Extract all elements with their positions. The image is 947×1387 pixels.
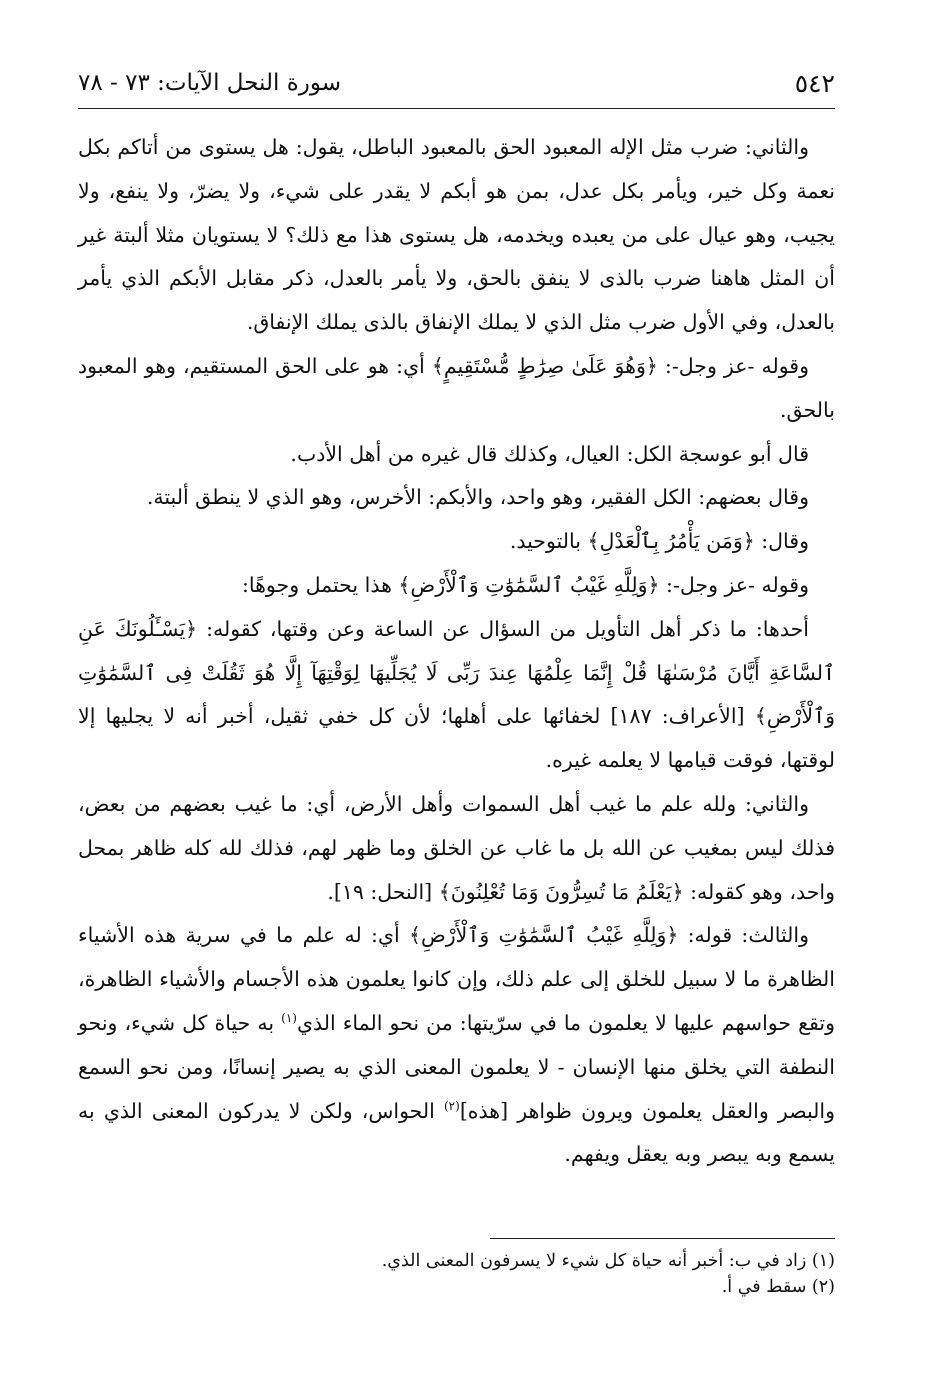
paragraph-3: قال أبو عوسجة الكل: العيال، وكذلك قال غيره من أهل الأدب.: [290, 441, 809, 466]
footnote-1: (١) زاد في ب: أخبر أنه حياة كل شيء لا يسرفون المعنى الذي.: [381, 1251, 835, 1271]
paragraph-9-part-1: والثالث: قوله: ﴿وَلِلَّهِ غَيْبُ ٱلسَّمَٰوَٰتِ وَٱلْأَرْضِ﴾ أي: له علم ما في سرية هذه الأشياء الظاهرة ما لا سبيل للخلق إلى علم ذلك، وإن كانوا يعلمون هذه الأجسام والأشياء الظاهرة، وتقع حواسهم عليها لا يعلمون ما في سرّيتها: من نحو الماء الذي: [78, 923, 835, 1035]
main-text: [78, 126, 835, 1177]
paragraph-2: وقوله -عز وجل-: ﴿وَهُوَ عَلَىٰ صِرَٰطٍ مُّسْتَقِيمٍ﴾ أي: هو على الحق المستقيم، وهو المعبود بالحق.: [78, 353, 835, 422]
footnote-divider: [490, 1238, 835, 1239]
paragraph-6: وقوله -عز وجل-: ﴿وَلِلَّهِ غَيْبُ ٱلسَّمَٰوَٰتِ وَٱلْأَرْضِ﴾ هذا يحتمل وجوهًا:: [241, 572, 809, 597]
paragraph-5: وقال: ﴿وَمَن يَأْمُرُ بِٱلْعَدْلِ﴾ بالتوحيد.: [509, 529, 809, 554]
paragraph-9-part-2: به حياة كل شيء، ونحو النطفة التي يخلق منها الإنسان - لا يعلمون المعنى الذي به يصير إنسانًا، ومن نحو السمع والبصر والعقل يعلمون ويرون ظواهر [هذه]: [78, 1010, 836, 1123]
paragraph-8: والثاني: ولله علم ما غيب أهل السموات وأهل الأرض، أي: ما غيب بعضهم من بعض، فذلك ليس بمغيب عن الله بل ما غاب عن الخلق وما ظهر لهم، فذلك لله كله ظاهر بمحل واحد، وهو كقوله: ﴿يَعْلَمُ مَا تُسِرُّونَ وَمَا تُعْلِنُونَ﴾ [النحل: ١٩].: [78, 791, 835, 904]
paragraph-4: وقال بعضهم: الكل الفقير، وهو واحد، والأبكم: الأخرس، وهو الذي لا ينطق ألبتة.: [146, 485, 809, 510]
footnote-ref-1: (١): [281, 1011, 297, 1026]
running-title: سورة النحل الآيات: ٧٣ - ٧٨: [78, 70, 342, 96]
page-header: [78, 58, 835, 109]
paragraph-7: أحدها: ما ذكر أهل التأويل من السؤال عن الساعة وعن وقتها، كقوله: ﴿يَسْـَٔلُونَكَ عَنِ ٱلسَّاعَةِ أَيَّانَ مُرْسَىٰهَا قُلْ إِنَّمَا عِلْمُهَا عِندَ رَبِّى لَا يُجَلِّيهَا لِوَقْتِهَآ إِلَّا هُوَ ثَقُلَتْ فِى ٱلسَّمَٰوَٰتِ وَٱلْأَرْضِ﴾ [الأعراف: ١٨٧] لخفائها على أهلها؛ لأن كل خفي ثقيل، أخبر أنه لا يجليها إلا لوقتها، فوقت قيامها لا يعلمه غيره.: [78, 616, 835, 773]
footnote-ref-2: (٢): [443, 1098, 460, 1113]
paragraph-1: والثاني: ضرب مثل الإله المعبود الحق بالمعبود الباطل، يقول: هل يستوى من أتاكم بكل نعمة وكل خير، ويأمر بكل عدل، بمن هو أبكم لا يقدر على شيء، ولا يضرّ، ولا ينفع، ولا يجيب، وهو عيال على من يعبده ويخدمه، هل يستوى هذا مع ذلك؟ لا يستويان مثلا ألبتة غير أن المثل هاهنا ضرب بالذى لا ينفق بالحق، ولا يأمر بالعدل، ذكر مقابل الأبكم الذي يأمر بالعدل، وفي الأول ضرب مثل الذي لا يملك الإنفاق بالذى يملك الإنفاق.: [78, 135, 835, 335]
footnotes: [78, 1248, 835, 1300]
page-number: ٥٤٢: [794, 68, 835, 98]
paragraph-9: [78, 914, 835, 1177]
paragraph-9-part-3: الحواس، ولكن لا يدركون المعنى الذي به يسمع وبه يبصر وبه يعقل ويفهم.: [78, 1098, 835, 1167]
footnote-2: (٢) سقط في أ.: [721, 1277, 835, 1297]
